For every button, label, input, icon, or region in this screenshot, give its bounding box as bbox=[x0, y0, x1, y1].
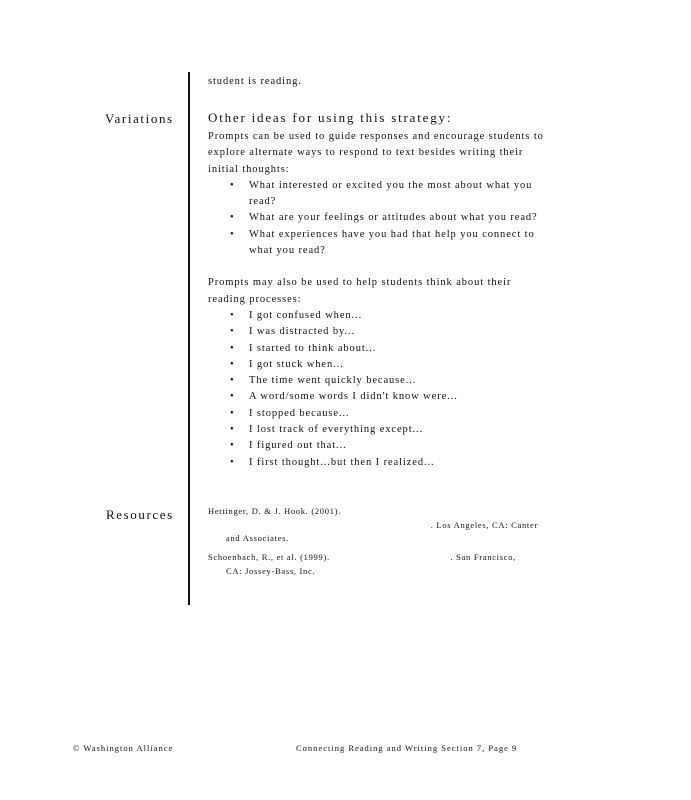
continued-text: student is reading. bbox=[208, 76, 302, 87]
bullet-icon: • bbox=[230, 179, 235, 191]
process-prompt-list bbox=[208, 308, 548, 471]
list-item: • I got stuck when... bbox=[208, 357, 548, 373]
variations-section bbox=[208, 110, 548, 471]
bullet-icon: • bbox=[230, 358, 235, 370]
list-item: • What experiences have you had that help you connect to what you read? bbox=[230, 228, 535, 257]
list-item: • What interested or excited you the most about what you read? bbox=[230, 179, 533, 208]
bullet-icon: • bbox=[230, 326, 235, 338]
list-item: • I got confused when... bbox=[208, 308, 548, 324]
list-item: • I was distracted by... bbox=[208, 324, 548, 340]
list-item: • The time went quickly because... bbox=[208, 373, 548, 389]
footer-copyright: © Washington Alliance bbox=[73, 743, 174, 753]
bullet-icon: • bbox=[230, 309, 235, 321]
reference-entry bbox=[208, 551, 538, 578]
bullet-icon: • bbox=[230, 456, 235, 468]
list-item: • A word/some words I didn't know were... bbox=[208, 389, 548, 405]
reference-author: Hettinger, D. & J. Hook. (2001). bbox=[208, 506, 342, 516]
list-item: • I started to think about... bbox=[208, 341, 548, 357]
bullet-icon: • bbox=[230, 391, 235, 403]
list-item: • I lost track of everything except... bbox=[208, 422, 548, 438]
reference-author: Schoenbach, R., et al. (1999). bbox=[208, 552, 330, 562]
bullet-icon: • bbox=[230, 228, 235, 240]
bullet-icon: • bbox=[230, 440, 235, 452]
bullet-icon: • bbox=[230, 424, 235, 436]
prompt-list bbox=[208, 178, 548, 259]
list-item: • I stopped because... bbox=[208, 406, 548, 422]
reference-entry bbox=[208, 505, 538, 546]
footer-page-info: Connecting Reading and Writing Section 7, Page 9 bbox=[296, 743, 518, 753]
list-item: • What are your feelings or attitudes about what you read? bbox=[208, 210, 548, 226]
bullet-icon: • bbox=[230, 375, 235, 387]
variations-intro-2: Prompts may also be used to help students think about their reading processes: bbox=[208, 277, 512, 305]
bullet-icon: • bbox=[230, 407, 235, 419]
resources-label: Resources bbox=[106, 507, 174, 522]
bullet-icon: • bbox=[230, 212, 235, 224]
variations-label: Variations bbox=[105, 111, 174, 126]
list-item: • I first thought...but then I realized... bbox=[208, 455, 548, 471]
continued-text-block bbox=[208, 74, 548, 90]
reference-publisher: . San Francisco, bbox=[450, 552, 516, 562]
reference-publisher: . Los Angeles, CA: Canter bbox=[430, 519, 538, 530]
reference-publisher-cont: and Associates. bbox=[226, 533, 289, 543]
variations-intro: Prompts can be used to guide responses and encourage students to explore alternate ways to respond to text besides writing their initial thoughts: bbox=[208, 131, 544, 175]
reference-publisher-cont: CA: Jossey-Bass, Inc. bbox=[226, 565, 316, 576]
variations-heading: Other ideas for using this strategy: bbox=[208, 110, 453, 125]
bullet-icon: • bbox=[230, 342, 235, 354]
margin-rule bbox=[188, 72, 190, 605]
list-item: • I figured out that... bbox=[208, 438, 548, 454]
